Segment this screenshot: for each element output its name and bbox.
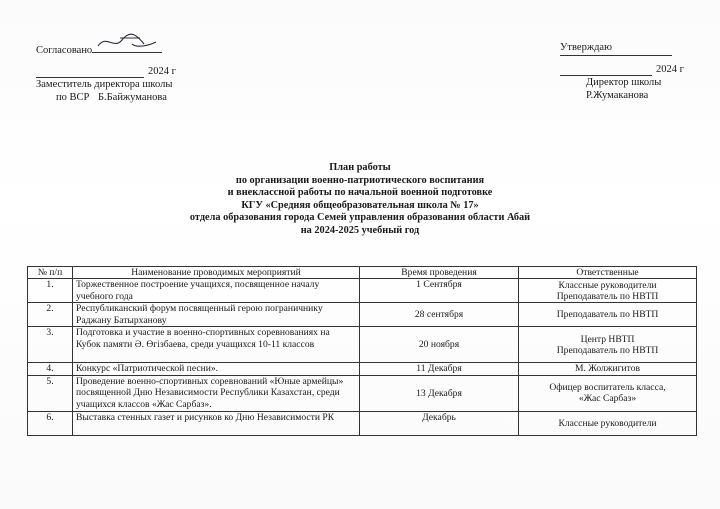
row-time: 20 ноября (360, 327, 519, 363)
table-row (28, 363, 697, 375)
row-time: 28 сентября (360, 303, 519, 327)
title-line-2: по организации военно-патриотического воспитания (235, 174, 485, 186)
row-responsible: Офицер воспитатель класса, «Жас Сарбаз» (519, 375, 697, 411)
row-number: 6. (28, 411, 73, 435)
title-line-1: План работы (329, 162, 391, 173)
table-header-row (28, 267, 697, 279)
col-header-time: Время проведения (360, 267, 519, 279)
table-row (28, 303, 697, 327)
col-header-event: Наименование проводимых мероприятий (73, 267, 360, 279)
row-event: Проведение военно-спортивных соревнований «Юные армейцы» посвященной Дню Независимости Республики Казахстан, среди учащихся классов «Жас Сарбаз». (73, 375, 360, 411)
signature-line (92, 42, 162, 58)
handwritten-signature-icon (92, 32, 162, 52)
title-line-4: КГУ «Средняя общеобразовательная школа № 17» (241, 199, 479, 211)
title-line-3: и внеклассной работы по начальной военной подготовке (227, 187, 493, 199)
table-row (28, 327, 697, 363)
row-responsible: Центр НВТП Преподаватель по НВТП (519, 327, 697, 363)
approval-approved-block (560, 42, 710, 102)
events-table (27, 266, 697, 436)
agreed-position-name: по ВСР Б.Байжуманова (56, 91, 167, 103)
plan-title (120, 162, 600, 238)
agreed-label: Согласовано (36, 45, 93, 56)
row-number: 5. (28, 375, 73, 411)
approved-label: Утверждаю (560, 42, 612, 56)
row-time: 1 Сентября (360, 279, 519, 303)
row-event: Выставка стенных газет и рисунков ко Дню Независимости РК (73, 411, 360, 435)
row-number: 4. (28, 363, 73, 375)
approved-position: Директор школы (586, 77, 662, 88)
row-responsible: Преподаватель по НВТП (519, 303, 697, 327)
row-responsible: Классные руководители (519, 411, 697, 435)
row-event: Подготовка и участие в военно-спортивных соревнованиях на Кубок памяти Ә. Өгізбаева, среди учащихся 10-11 классов (73, 327, 360, 363)
title-line-5: отдела образования города Семей управления образования области Абай (189, 212, 531, 224)
approved-name: Р.Жумаканова (586, 89, 649, 101)
approval-agreed-block (36, 42, 236, 104)
table-row (28, 411, 697, 435)
row-number: 2. (28, 303, 73, 327)
row-number: 1. (28, 279, 73, 303)
row-event: Конкурс «Патриотической песни». (73, 363, 360, 375)
row-responsible: Классные руководители Преподаватель по НВТП (519, 279, 697, 303)
row-time: Декабрь (360, 411, 519, 435)
agreed-position: Заместитель директора школы (36, 79, 173, 90)
row-time: 11 Декабря (360, 363, 519, 375)
row-event: Торжественное построение учащихся, посвященное началу учебного года (73, 279, 360, 303)
agreed-year: 2024 г (148, 65, 176, 77)
row-event: Республиканский форум посвященный герою пограничнику Раджану Батырханову (73, 303, 360, 327)
row-number: 3. (28, 327, 73, 363)
col-header-number: № п/п (28, 267, 73, 279)
row-time: 13 Декабря (360, 375, 519, 411)
table-row (28, 375, 697, 411)
row-responsible: М. Жолжигитов (519, 363, 697, 375)
title-line-6: на 2024-2025 учебный год (300, 224, 420, 236)
col-header-responsible: Ответственные (519, 267, 697, 279)
approved-year: 2024 г (656, 63, 684, 75)
table-row (28, 279, 697, 303)
